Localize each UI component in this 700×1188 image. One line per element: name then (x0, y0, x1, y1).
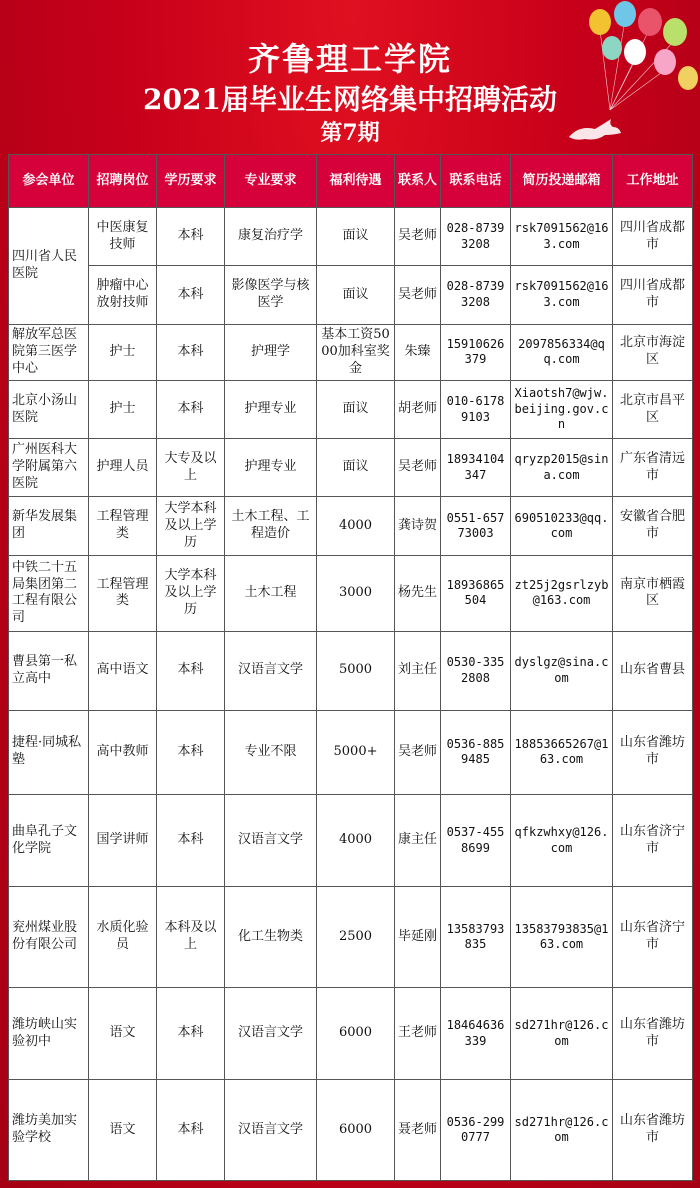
email-cell: rsk7091562@163.com (511, 266, 613, 324)
benefits-cell: 5000+ (317, 710, 395, 794)
major-cell: 汉语言文学 (225, 632, 317, 710)
major-cell: 汉语言文学 (225, 987, 317, 1079)
table-header-row (9, 155, 693, 208)
position-cell: 高中语文 (89, 632, 157, 710)
column-header: 联系电话 (441, 155, 511, 208)
unit-cell: 兖州煤业股份有限公司 (9, 887, 89, 988)
contact-cell: 刘主任 (395, 632, 441, 710)
school-title: 齐鲁理工学院 (247, 40, 452, 78)
major-cell: 护理专业 (225, 439, 317, 497)
table-row (9, 632, 693, 710)
major-cell: 护理学 (225, 324, 317, 380)
benefits-cell: 4000 (317, 794, 395, 886)
unit-cell: 中铁二十五局集团第二工程有限公司 (9, 555, 89, 631)
position-cell: 工程管理类 (89, 497, 157, 555)
unit-cell: 新华发展集团 (9, 497, 89, 555)
table-row (9, 497, 693, 555)
column-header: 联系人 (395, 155, 441, 208)
phone-cell: 13583793835 (441, 887, 511, 988)
position-cell: 中医康复技师 (89, 208, 157, 266)
email-cell: sd271hr@126.com (511, 1080, 613, 1181)
position-cell: 高中教师 (89, 710, 157, 794)
phone-cell: 010-61789103 (441, 380, 511, 438)
issue-label: 第7期 (320, 120, 380, 146)
email-cell: rsk7091562@163.com (511, 208, 613, 266)
email-cell: sd271hr@126.com (511, 987, 613, 1079)
address-cell: 山东省济宁市 (613, 887, 693, 988)
contact-cell: 胡老师 (395, 380, 441, 438)
phone-cell: 028-87393208 (441, 208, 511, 266)
unit-cell: 四川省人民医院 (9, 208, 89, 325)
email-cell: 690510233@qq.com (511, 497, 613, 555)
benefits-cell: 6000 (317, 1080, 395, 1181)
education-cell: 本科 (157, 1080, 225, 1181)
column-header: 工作地址 (613, 155, 693, 208)
contact-cell: 吴老师 (395, 710, 441, 794)
table-row (9, 380, 693, 438)
phone-cell: 18936865504 (441, 555, 511, 631)
benefits-cell: 4000 (317, 497, 395, 555)
major-cell: 化工生物类 (225, 887, 317, 988)
unit-cell: 潍坊峡山实验初中 (9, 987, 89, 1079)
position-cell: 国学讲师 (89, 794, 157, 886)
email-cell: qryzp2015@sina.com (511, 439, 613, 497)
email-cell: Xiaotsh7@wjw.beijing.gov.cn (511, 380, 613, 438)
unit-cell: 广州医科大学附属第六医院 (9, 439, 89, 497)
education-cell: 本科及以上 (157, 887, 225, 988)
contact-cell: 吴老师 (395, 266, 441, 324)
contact-cell: 朱臻 (395, 324, 441, 380)
column-header: 福利待遇 (317, 155, 395, 208)
address-cell: 四川省成都市 (613, 266, 693, 324)
address-cell: 山东省潍坊市 (613, 987, 693, 1079)
major-cell: 护理专业 (225, 380, 317, 438)
phone-cell: 18934104347 (441, 439, 511, 497)
column-header: 学历要求 (157, 155, 225, 208)
phone-cell: 0536-2990777 (441, 1080, 511, 1181)
phone-cell: 0530-3352808 (441, 632, 511, 710)
position-cell: 护士 (89, 380, 157, 438)
table-row (9, 324, 693, 380)
contact-cell: 王老师 (395, 987, 441, 1079)
benefits-cell: 5000 (317, 632, 395, 710)
email-cell: 18853665267@163.com (511, 710, 613, 794)
benefits-cell: 3000 (317, 555, 395, 631)
email-cell: dyslgz@sina.com (511, 632, 613, 710)
education-cell: 大学本科及以上学历 (157, 555, 225, 631)
benefits-cell: 2500 (317, 887, 395, 988)
unit-cell: 解放军总医院第三医学中心 (9, 324, 89, 380)
position-cell: 语文 (89, 1080, 157, 1181)
address-cell: 安徽省合肥市 (613, 497, 693, 555)
table-row (9, 987, 693, 1079)
unit-cell: 捷程·同城私塾 (9, 710, 89, 794)
table-row (9, 887, 693, 988)
major-cell: 汉语言文学 (225, 1080, 317, 1181)
column-header: 专业要求 (225, 155, 317, 208)
address-cell: 北京市海淀区 (613, 324, 693, 380)
email-cell: qfkzwhxy@126.com (511, 794, 613, 886)
education-cell: 本科 (157, 266, 225, 324)
contact-cell: 毕延刚 (395, 887, 441, 988)
address-cell: 山东省潍坊市 (613, 1080, 693, 1181)
contact-cell: 龚诗贺 (395, 497, 441, 555)
column-header: 简历投递邮箱 (511, 155, 613, 208)
education-cell: 本科 (157, 208, 225, 266)
phone-cell: 0537-4558699 (441, 794, 511, 886)
benefits-cell: 面议 (317, 208, 395, 266)
education-cell: 大专及以上 (157, 439, 225, 497)
education-cell: 本科 (157, 710, 225, 794)
education-cell: 本科 (157, 380, 225, 438)
contact-cell: 聂老师 (395, 1080, 441, 1181)
event-title: 2021届毕业生网络集中招聘活动 (143, 83, 557, 116)
major-cell: 汉语言文学 (225, 794, 317, 886)
phone-cell: 0551-65773003 (441, 497, 511, 555)
table-row (9, 794, 693, 886)
balloons-decoration (570, 0, 700, 120)
major-cell: 专业不限 (225, 710, 317, 794)
benefits-cell: 6000 (317, 987, 395, 1079)
unit-cell: 曲阜孔子文化学院 (9, 794, 89, 886)
contact-cell: 吴老师 (395, 208, 441, 266)
recruitment-table-container (8, 154, 692, 1181)
rabbit-icon (565, 115, 625, 143)
education-cell: 本科 (157, 794, 225, 886)
address-cell: 山东省济宁市 (613, 794, 693, 886)
phone-cell: 15910626379 (441, 324, 511, 380)
position-cell: 肿瘤中心放射技师 (89, 266, 157, 324)
phone-cell: 028-87393208 (441, 266, 511, 324)
table-row (9, 1080, 693, 1181)
education-cell: 大学本科及以上学历 (157, 497, 225, 555)
position-cell: 语文 (89, 987, 157, 1079)
position-cell: 护理人员 (89, 439, 157, 497)
recruitment-table (8, 154, 693, 1181)
major-cell: 康复治疗学 (225, 208, 317, 266)
contact-cell: 杨先生 (395, 555, 441, 631)
email-cell: 13583793835@163.com (511, 887, 613, 988)
column-header: 参会单位 (9, 155, 89, 208)
education-cell: 本科 (157, 987, 225, 1079)
table-row (9, 266, 693, 324)
address-cell: 广东省清远市 (613, 439, 693, 497)
major-cell: 影像医学与核医学 (225, 266, 317, 324)
address-cell: 山东省潍坊市 (613, 710, 693, 794)
major-cell: 土木工程、工程造价 (225, 497, 317, 555)
address-cell: 四川省成都市 (613, 208, 693, 266)
position-cell: 工程管理类 (89, 555, 157, 631)
position-cell: 水质化验员 (89, 887, 157, 988)
email-cell: zt25j2gsrlzyb@163.com (511, 555, 613, 631)
benefits-cell: 面议 (317, 439, 395, 497)
contact-cell: 康主任 (395, 794, 441, 886)
benefits-cell: 基本工资5000加科室奖金 (317, 324, 395, 380)
phone-cell: 18464636339 (441, 987, 511, 1079)
position-cell: 护士 (89, 324, 157, 380)
major-cell: 土木工程 (225, 555, 317, 631)
address-cell: 北京市昌平区 (613, 380, 693, 438)
education-cell: 本科 (157, 324, 225, 380)
phone-cell: 0536-8859485 (441, 710, 511, 794)
education-cell: 本科 (157, 632, 225, 710)
contact-cell: 吴老师 (395, 439, 441, 497)
table-row (9, 208, 693, 266)
unit-cell: 潍坊美加实验学校 (9, 1080, 89, 1181)
benefits-cell: 面议 (317, 266, 395, 324)
table-row (9, 710, 693, 794)
poster-header (0, 0, 700, 152)
address-cell: 山东省曹县 (613, 632, 693, 710)
table-row (9, 555, 693, 631)
column-header: 招聘岗位 (89, 155, 157, 208)
unit-cell: 北京小汤山医院 (9, 380, 89, 438)
address-cell: 南京市栖霞区 (613, 555, 693, 631)
benefits-cell: 面议 (317, 380, 395, 438)
email-cell: 2097856334@qq.com (511, 324, 613, 380)
unit-cell: 曹县第一私立高中 (9, 632, 89, 710)
table-row (9, 439, 693, 497)
